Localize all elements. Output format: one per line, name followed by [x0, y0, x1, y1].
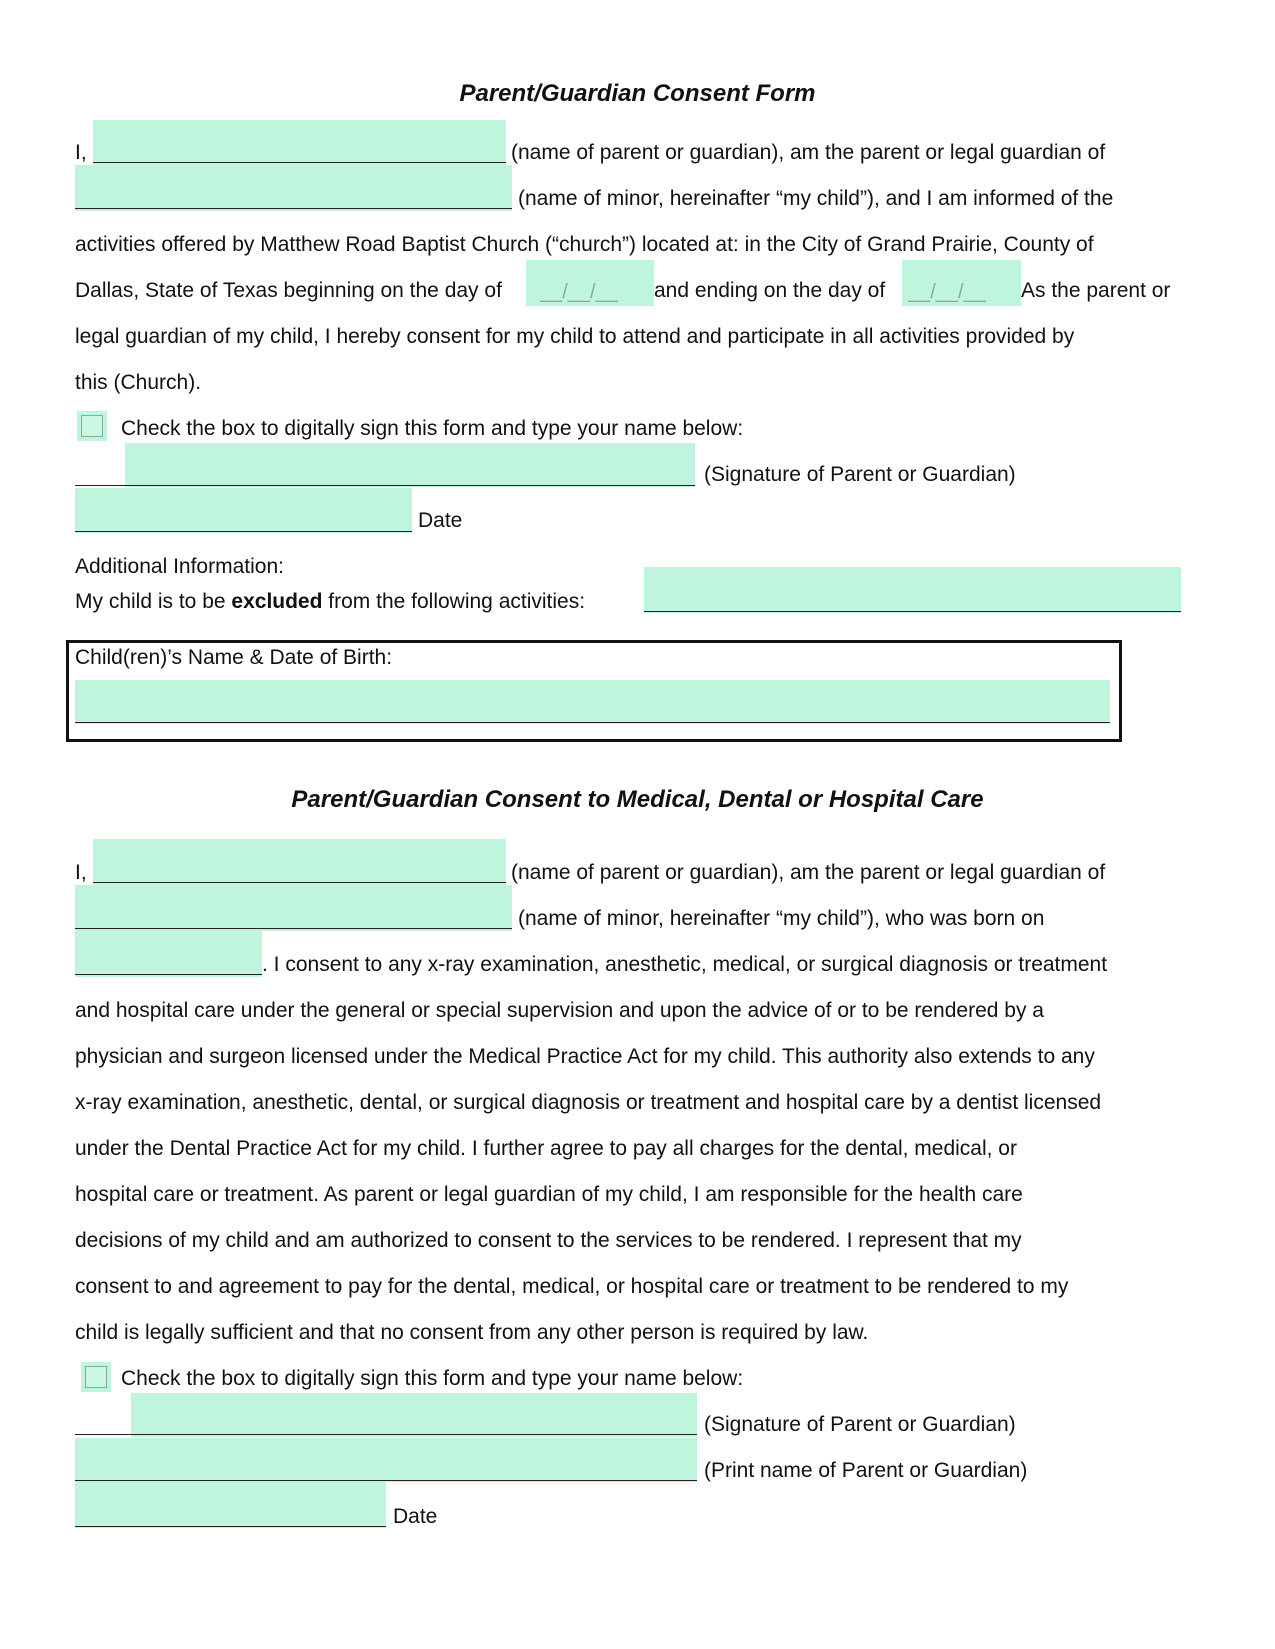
form1-children-label: Child(ren)’s Name & Date of Birth: — [75, 646, 393, 669]
form2-line6-text: x-ray examination, anesthetic, dental, or surgical diagnosis or treatment and hospital care by a dentist licensed — [75, 1091, 1102, 1114]
form1-line3-text: activities offered by Matthew Road Baptist Church (“church”) located at: in the City of Grand Prairie, County of — [75, 233, 1094, 256]
form2-parent-name-field[interactable] — [93, 839, 506, 885]
form2-line5-text: physician and surgeon licensed under the Medical Practice Act for my child. This authority also extends to any — [75, 1045, 1095, 1068]
excluded-bold: excluded — [231, 590, 323, 613]
form1-excluded-activities-field[interactable] — [644, 567, 1181, 613]
form2-signature-field[interactable] — [131, 1393, 697, 1437]
form2-line1-text: (name of parent or guardian), am the parent or legal guardian of — [511, 861, 1106, 884]
form2-line10-text: consent to and agreement to pay for the dental, medical, or hospital care or treatment to be rendered to my — [75, 1275, 1069, 1298]
form2-line7-text: under the Dental Practice Act for my child. I further agree to pay all charges for the dental, medical, or — [75, 1137, 1017, 1160]
form1-line4-text-b: and ending on the day of — [654, 279, 886, 302]
form1-line5-text: legal guardian of my child, I hereby consent for my child to attend and participate in all activities provided by — [75, 325, 1075, 348]
form1-line2-text: (name of minor, hereinafter “my child”), and I am informed of the — [518, 187, 1114, 210]
form1-signature-underline — [75, 485, 695, 486]
form1-excluded-label — [75, 589, 585, 615]
form1-minor-name-underline — [75, 208, 512, 209]
form2-checkbox-box — [85, 1366, 107, 1388]
form1-sign-checkbox[interactable] — [77, 411, 107, 441]
form2-date-field[interactable] — [75, 1482, 386, 1528]
form1-signature-label: (Signature of Parent or Guardian) — [704, 463, 1016, 486]
form2-sign-checkbox[interactable] — [81, 1362, 111, 1392]
form2-print-name-label: (Print name of Parent or Guardian) — [704, 1459, 1028, 1482]
form2-title: Parent/Guardian Consent to Medical, Dental or Hospital Care — [291, 786, 984, 813]
form2-minor-name-underline — [75, 928, 512, 929]
form2-line9-text: decisions of my child and am authorized to consent to the services to be rendered. I represent that my — [75, 1229, 1022, 1252]
form1-checkbox-box — [81, 415, 103, 437]
form1-line6-text: this (Church). — [75, 371, 202, 394]
excluded-prefix: My child is to be — [75, 590, 232, 613]
form2-minor-name-field[interactable] — [75, 885, 512, 931]
form1-end-date-mask: __/__/__ — [908, 281, 986, 303]
form1-date-label: Date — [418, 509, 463, 532]
form1-line4-text-c: As the parent or — [1021, 279, 1171, 302]
form1-children-underline — [75, 722, 1110, 723]
form1-excluded-underline — [644, 611, 1181, 612]
form2-line8-text: hospital care or treatment. As parent or legal guardian of my child, I am responsible for the health care — [75, 1183, 1023, 1206]
form2-birth-date-underline — [75, 974, 262, 975]
form1-title: Parent/Guardian Consent Form — [459, 80, 816, 107]
form2-print-name-field[interactable] — [75, 1438, 697, 1482]
form1-date-underline — [75, 531, 412, 532]
form2-date-underline — [75, 1526, 386, 1527]
form2-line3-text: . I consent to any x-ray examination, anesthetic, medical, or surgical diagnosis or treatment — [262, 953, 1108, 976]
form2-print-name-underline — [75, 1480, 697, 1481]
form1-checkbox-label: Check the box to digitally sign this form and type your name below: — [121, 417, 744, 440]
form2-signature-underline — [75, 1434, 697, 1435]
form1-children-field[interactable] — [75, 680, 1110, 724]
form1-i-label: I, — [75, 141, 87, 164]
form1-parent-name-underline — [93, 162, 506, 163]
form2-checkbox-label: Check the box to digitally sign this form and type your name below: — [121, 1367, 744, 1390]
form1-minor-name-field[interactable] — [75, 165, 512, 211]
form2-birth-date-field[interactable] — [75, 931, 262, 977]
form1-date-field[interactable] — [75, 488, 412, 533]
form2-parent-name-underline — [93, 882, 506, 883]
excluded-suffix: from the following activities: — [322, 590, 586, 613]
form1-parent-name-field[interactable] — [93, 120, 506, 165]
form1-line4-text-a: Dallas, State of Texas beginning on the day of — [75, 279, 502, 302]
form1-additional-info-label: Additional Information: — [75, 555, 284, 578]
form1-start-date-mask: __/__/__ — [540, 281, 618, 303]
form2-line2-text: (name of minor, hereinafter “my child”), who was born on — [518, 907, 1045, 930]
form1-signature-field[interactable] — [125, 443, 695, 487]
form2-signature-label: (Signature of Parent or Guardian) — [704, 1413, 1016, 1436]
form2-date-label: Date — [393, 1505, 438, 1528]
form2-line4-text: and hospital care under the general or special supervision and upon the advice of or to be rendered by a — [75, 999, 1044, 1022]
form2-line11-text: child is legally sufficient and that no consent from any other person is required by law. — [75, 1321, 869, 1344]
form1-line1-text: (name of parent or guardian), am the parent or legal guardian of — [511, 141, 1106, 164]
form2-i-label: I, — [75, 861, 87, 884]
